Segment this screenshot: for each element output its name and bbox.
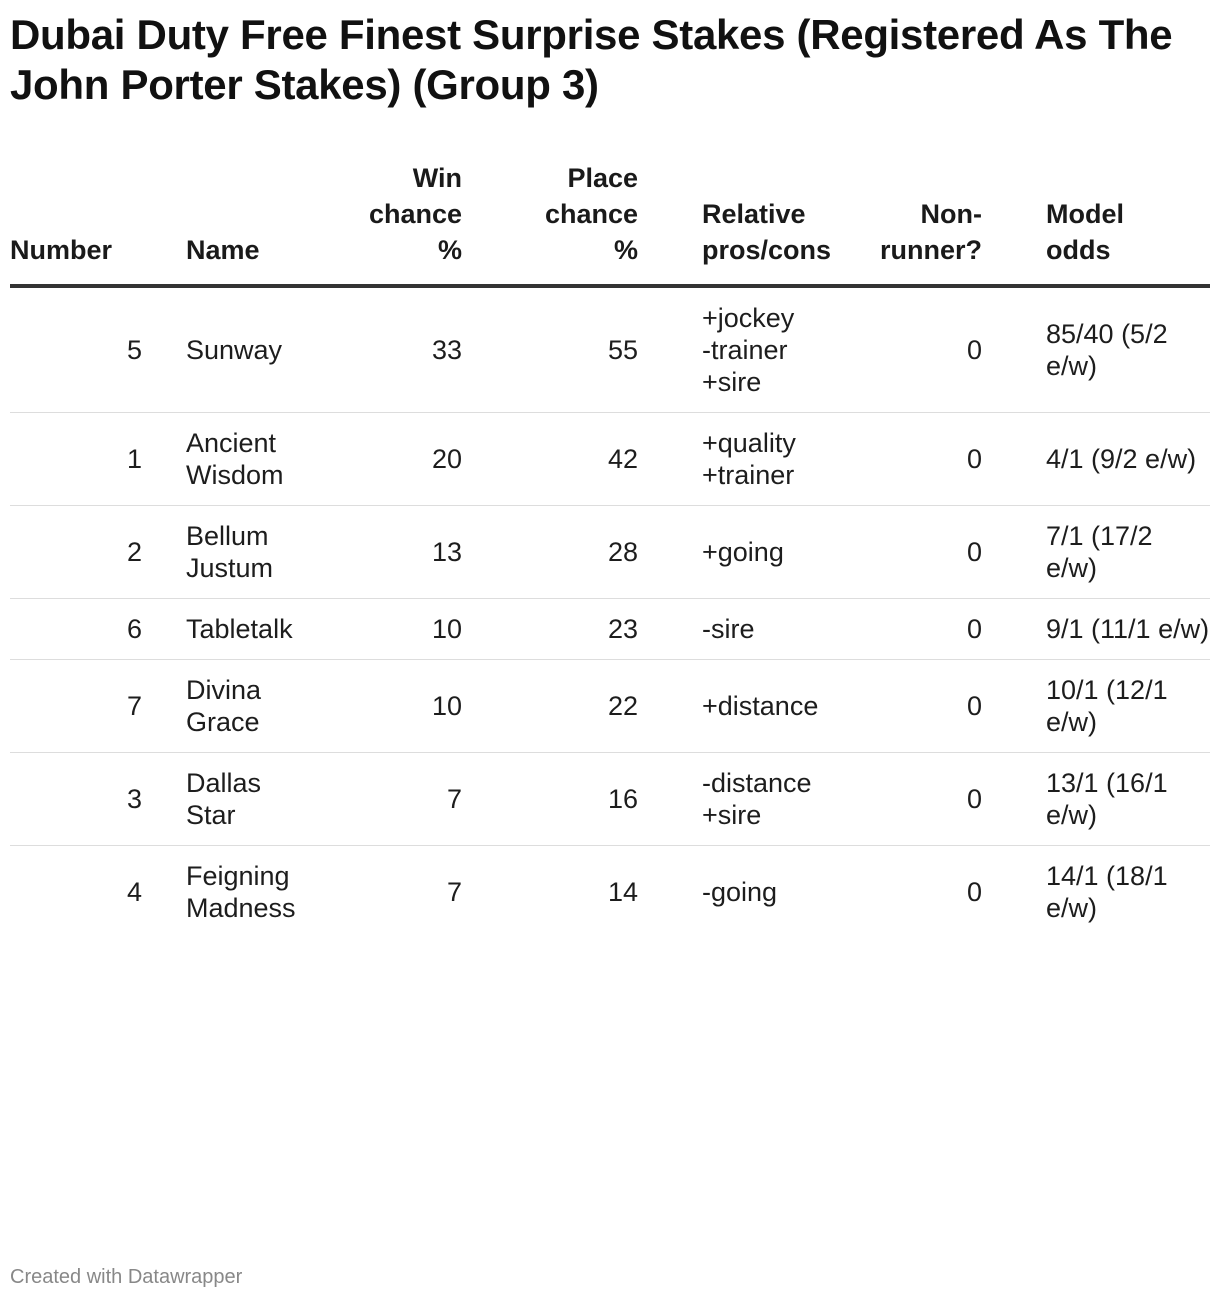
pros-cons-item: +going bbox=[702, 537, 784, 567]
column-header-win-chance bbox=[318, 160, 478, 286]
column-header-non-runner bbox=[830, 160, 998, 286]
header-row bbox=[10, 160, 1210, 286]
cell-model-odds: 7/1 (17/2 e/w) bbox=[998, 506, 1210, 599]
column-header-place-line-3: % bbox=[613, 235, 638, 265]
table-title: Dubai Duty Free Finest Surprise Stakes (Registered As The John Porter Stakes) (Group 3) bbox=[10, 11, 1173, 108]
column-header-pros-line-2: pros/cons bbox=[702, 235, 832, 265]
cell-place-chance: 14 bbox=[607, 877, 638, 907]
column-header-place-chance bbox=[478, 160, 654, 286]
column-header-odds-line-2: odds bbox=[1046, 235, 1111, 265]
cell-name: Tabletalk bbox=[186, 599, 318, 660]
cell-pros-cons bbox=[654, 413, 830, 506]
column-header-nonrunner-line-1: Non- bbox=[920, 199, 982, 229]
cell-place-chance: 42 bbox=[478, 413, 654, 506]
column-header-name-label: Name bbox=[186, 235, 260, 265]
column-header-number bbox=[10, 160, 186, 286]
cell-win-chance: 7 bbox=[318, 753, 478, 846]
cell-place-chance: 23 bbox=[478, 599, 654, 660]
column-header-pros-cons bbox=[654, 160, 830, 286]
cell-model-odds: 10/1 (12/1 e/w) bbox=[998, 660, 1210, 753]
cell-place-chance: 55 bbox=[478, 286, 654, 413]
cell-name: Divina Grace bbox=[186, 660, 318, 753]
cell-pros-cons bbox=[654, 660, 830, 753]
table-row bbox=[10, 286, 1210, 413]
cell-non-runner: 0 bbox=[830, 413, 998, 506]
cell-number: 1 bbox=[10, 413, 186, 506]
column-header-nonrunner-line-2: runner? bbox=[879, 235, 982, 265]
table-row bbox=[10, 506, 1210, 599]
cell-win-chance: 20 bbox=[318, 413, 478, 506]
datawrapper-credit: Created with Datawrapper bbox=[10, 1266, 243, 1288]
cell-name: Ancient Wisdom bbox=[186, 413, 318, 506]
pros-cons-item: +quality bbox=[702, 428, 796, 458]
pros-cons-item: +distance bbox=[702, 691, 819, 721]
column-header-odds-line-1: Model bbox=[1046, 199, 1124, 229]
cell-number: 7 bbox=[10, 660, 186, 753]
cell-place-chance: 22 bbox=[478, 660, 654, 753]
cell-name: Dallas Star bbox=[186, 753, 318, 846]
cell-name: Bellum Justum bbox=[186, 506, 318, 599]
cell-non-runner: 0 bbox=[966, 877, 982, 907]
cell-non-runner: 0 bbox=[830, 753, 998, 846]
cell-pros-cons bbox=[654, 846, 830, 939]
column-header-win-line-2: chance bbox=[368, 199, 462, 229]
cell-place-chance: 16 bbox=[478, 753, 654, 846]
cell-non-runner: 0 bbox=[830, 286, 998, 413]
cell-number: 2 bbox=[10, 506, 186, 599]
pros-cons-item: +sire bbox=[702, 800, 762, 830]
cell-model-odds: 85/40 (5/2 e/w) bbox=[998, 286, 1210, 413]
cell-non-runner: 0 bbox=[830, 599, 998, 660]
cell-number: 4 bbox=[126, 877, 142, 907]
column-header-model-odds bbox=[998, 160, 1210, 286]
cell-pros-cons bbox=[654, 286, 830, 413]
cell-model-odds: 13/1 (16/1 e/w) bbox=[998, 753, 1210, 846]
cell-model-odds: 4/1 (9/2 e/w) bbox=[998, 413, 1210, 506]
cell-model-odds: 14/1 (18/1 e/w) bbox=[1046, 861, 1168, 923]
cell-win-chance: 10 bbox=[318, 660, 478, 753]
pros-cons-item: -trainer bbox=[702, 335, 788, 365]
runners-table bbox=[10, 160, 1210, 938]
cell-number: 6 bbox=[10, 599, 186, 660]
table-row bbox=[10, 660, 1210, 753]
column-header-win-line-1: Win bbox=[412, 163, 462, 193]
cell-number: 5 bbox=[10, 286, 186, 413]
pros-cons-item: +trainer bbox=[702, 460, 795, 490]
cell-pros-cons bbox=[654, 506, 830, 599]
cell-model-odds: 9/1 (11/1 e/w) bbox=[998, 599, 1210, 660]
cell-number: 3 bbox=[10, 753, 186, 846]
column-header-number-label: Number bbox=[10, 235, 113, 265]
pros-cons-item: -distance bbox=[702, 768, 812, 798]
cell-win-chance: 13 bbox=[318, 506, 478, 599]
column-header-place-line-1: Place bbox=[567, 163, 638, 193]
cell-non-runner: 0 bbox=[830, 660, 998, 753]
cell-name: Feigning Madness bbox=[186, 861, 296, 923]
cell-win-chance: 7 bbox=[446, 877, 462, 907]
cell-win-chance: 10 bbox=[318, 599, 478, 660]
pros-cons-item: +jockey bbox=[702, 303, 795, 333]
column-header-name bbox=[186, 160, 318, 286]
cell-win-chance: 33 bbox=[318, 286, 478, 413]
cell-non-runner: 0 bbox=[830, 506, 998, 599]
pros-cons-item: -sire bbox=[702, 614, 755, 644]
cell-name: Sunway bbox=[186, 286, 318, 413]
table-row bbox=[10, 599, 1210, 660]
cell-place-chance: 28 bbox=[478, 506, 654, 599]
pros-cons-item: -going bbox=[702, 877, 778, 907]
table-row bbox=[10, 413, 1210, 506]
column-header-place-line-2: chance bbox=[544, 199, 638, 229]
column-header-win-line-3: % bbox=[437, 235, 462, 265]
table-row bbox=[10, 846, 1210, 939]
table-row bbox=[10, 753, 1210, 846]
cell-pros-cons bbox=[654, 599, 830, 660]
pros-cons-item: +sire bbox=[702, 367, 762, 397]
cell-pros-cons bbox=[654, 753, 830, 846]
column-header-pros-line-1: Relative bbox=[702, 199, 806, 229]
